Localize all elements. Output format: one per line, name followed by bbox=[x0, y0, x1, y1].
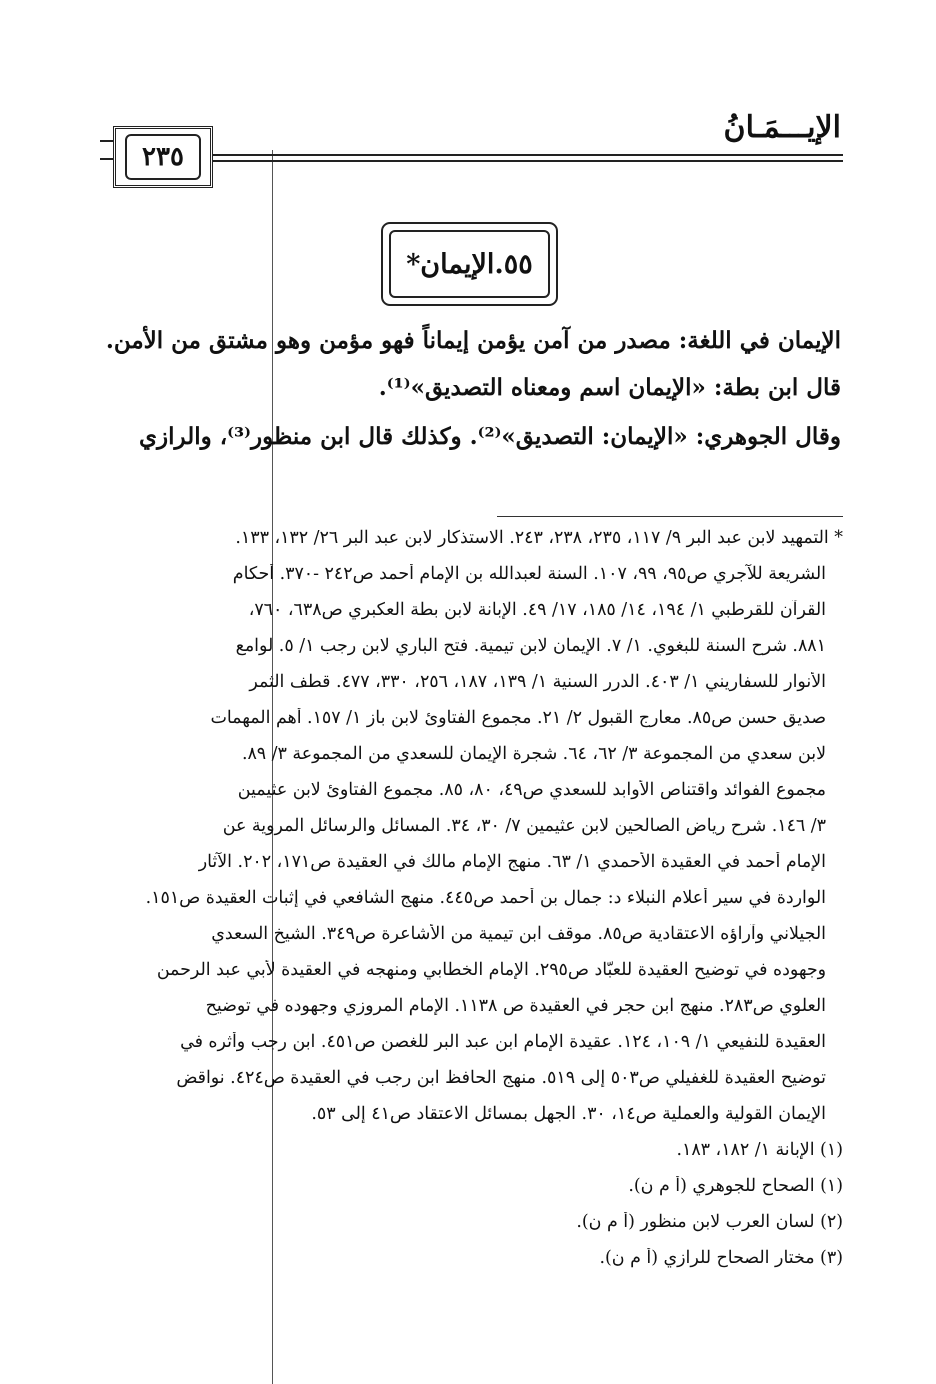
footnote-line: ٨٨١. شرح السنة للبغوي. ١/ ٧. الإيمان لابن تيمية. فتح الباري لابن رجب ١/ ٥. لوامع bbox=[235, 636, 826, 656]
running-title: الإيـــمَـانُ bbox=[723, 110, 841, 145]
footnote-line: القرآن للقرطبي ١/ ١٩٤، ١٤/ ١٨٥، ١٧/ ٤٩. الإبانة لابن بطة العكبري ص٦٣٨، ٧٦٠، bbox=[248, 600, 826, 620]
footnote-line: الإيمان القولية والعملية ص١٤، ٣٠. الجهل بمسائل الاعتقاد ص٤١ إلى ٥٣. bbox=[311, 1104, 826, 1124]
body-line: الإيمان في اللغة: مصدر من آمن يؤمن إيماناً فهو مؤمن وهو مشتق من الأمن. bbox=[105, 327, 841, 354]
footnote-line: لابن سعدي من المجموعة ٣/ ٦٢، ٦٤. شجرة الإيمان للسعدي من المجموعة ٣/ ٨٩. bbox=[241, 744, 826, 764]
footnote-line: * التمهيد لابن عبد البر ٩/ ١١٧، ٢٣٥، ٢٣٨، ٢٤٣. الاستذكار لابن عبد البر ٢٦/ ١٣٢، ١٣٣. bbox=[235, 528, 843, 548]
footnote-line: وجهوده في توضيح العقيدة للعبّاد ص٢٩٥. الإمام الخطابي ومنهجه في العقيدة لأبي عبد الرحمن bbox=[156, 960, 826, 980]
header-rule-bottom bbox=[213, 160, 843, 162]
body-line: قال ابن بطة: «الإيمان اسم ومعناه التصديق»⁽¹⁾. bbox=[378, 374, 841, 401]
footnote-line: مجموع الفوائد واقتناص الأوابد للسعدي ص٤٩، ٨٠، ٨٥. مجموع الفتاوئ لابن عثيمين bbox=[237, 780, 826, 800]
chapter-heading-frame bbox=[381, 222, 558, 306]
footnote-line: (١) الإبانة ١/ ١٨٢، ١٨٣. bbox=[676, 1140, 843, 1160]
page-number: ٢٣٥ bbox=[125, 134, 201, 180]
page-number-frame bbox=[113, 126, 213, 188]
body-line: وقال الجوهري: «الإيمان: التصديق»⁽²⁾. وكذلك قال ابن منظور⁽³⁾، والرازي bbox=[139, 423, 841, 450]
footnote-line: ٣/ ١٤٦. شرح رياض الصالحين لابن عثيمين ٧/ ٣٠، ٣٤. المسائل والرسائل المروية عن bbox=[222, 816, 826, 836]
footnote-separator bbox=[497, 516, 843, 517]
chapter-heading: ٥٥.الإيمان* bbox=[389, 230, 550, 298]
footnote-line: الجيلاني وآراؤه الاعتقادية ص٨٥. موقف ابن تيمية من الأشاعرة ص٣٤٩. الشيخ السعدي bbox=[211, 924, 826, 944]
footnote-line: العلوي ص٢٨٣. منهج ابن حجر في العقيدة ص ١١٣٨. الإمام المروزي وجهوده في توضيح bbox=[205, 996, 826, 1016]
footnote-line: الواردة في سير أعلام النبلاء د: جمال بن أحمد ص٤٤٥. منهج الشافعي في إثبات العقيدة ص١٥١. bbox=[145, 888, 826, 908]
footnote-line: العقيدة للنفيعي ١/ ١٠٩، ١٢٤. عقيدة الإمام ابن عبد البر للغصن ص٤٥١. ابن رجب وأثره في bbox=[180, 1032, 826, 1052]
footnote-line: (١) الصحاح للجوهري (أ م ن). bbox=[628, 1176, 843, 1196]
footnote-line: (٢) لسان العرب لابن منظور (أ م ن). bbox=[576, 1212, 843, 1232]
header-rule-top bbox=[213, 154, 843, 156]
footnote-line: (٣) مختار الصحاح للرازي (أ م ن). bbox=[599, 1248, 843, 1268]
footnote-line: توضيح العقيدة للغفيلي ص٥٠٣ إلى ٥١٩. منهج الحافظ ابن رجب في العقيدة ص٤٢٤. نواقض bbox=[176, 1068, 826, 1088]
footnote-line: الإمام أحمد في العقيدة الأحمدي ١/ ٦٣. منهج الإمام مالك في العقيدة ص١٧١، ٢٠٢. الآثار bbox=[198, 852, 826, 872]
ornament-mark bbox=[100, 140, 114, 160]
footnote-line: صديق حسن ص٨٥. معارج القبول ٢/ ٢١. مجموع الفتاوئ لابن باز ١/ ١٥٧. أهم المهمات bbox=[210, 708, 826, 728]
footnote-line: الشريعة للآجري ص٩٥، ٩٩، ١٠٧. السنة لعبدالله بن الإمام أحمد ص٢٤٢ -٣٧٠. أحكام bbox=[232, 564, 826, 584]
footnote-line: الأنوار للسفاريني ١/ ٤٠٣. الدرر السنية ١/ ١٣٩، ١٨٧، ٢٥٦، ٣٣٠، ٤٧٧. قطف الثمر bbox=[249, 672, 826, 692]
